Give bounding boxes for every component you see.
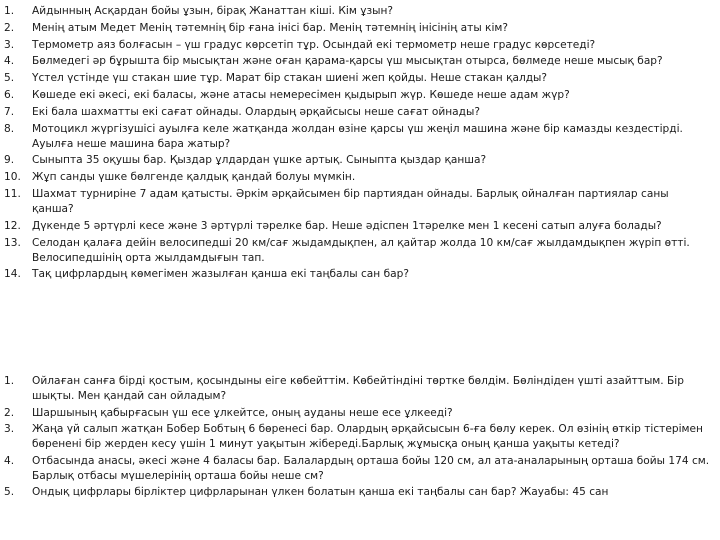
item-number: 3. — [4, 423, 15, 436]
item-number: 6. — [4, 88, 15, 101]
item-number: 4. — [4, 55, 15, 68]
list-item — [0, 422, 712, 452]
item-number: 13. — [4, 236, 21, 249]
item-text: Бөлмедегі әр бұрышта бір мысықтан және оған қарама-қарсы үш мысықтан отырса, бөлмеде неше мысық бар? — [32, 55, 663, 68]
list-item — [0, 485, 712, 500]
item-number: 7. — [4, 105, 15, 118]
list-item — [0, 153, 712, 168]
list-item — [0, 187, 712, 217]
item-number: 1. — [4, 375, 15, 387]
list-item — [0, 4, 712, 19]
item-text: Отбасында анасы, әкесі және 4 баласы бар. Балалардың орташа бойы 120 см, ал ата-аналарының орташа бойы 174 см. Барлық отбасы мүшелерінің орташа бойы неше см? — [32, 454, 710, 482]
item-text: Ондық цифрлары бірліктер цифрларынан үлкен болатын қанша екі таңбалы сан бар? Жауабы: 45 сан — [32, 486, 609, 499]
item-number: 2. — [4, 406, 15, 419]
item-number: 11. — [4, 187, 21, 200]
list-item — [0, 38, 712, 53]
list-item — [0, 406, 712, 421]
item-number: 2. — [4, 21, 15, 34]
list-item — [0, 454, 712, 484]
list-item — [0, 236, 712, 266]
item-text: Менің атым Медет Менің тәтемнің бір ғана інісі бар. Менің тәтемнің інісінің аты кім? — [32, 21, 509, 34]
item-number: 8. — [4, 122, 15, 135]
list-item — [0, 88, 712, 103]
item-number: 4. — [4, 454, 15, 467]
item-number: 14. — [4, 268, 21, 281]
item-text: Селодан қалаға дейін велосипедші 20 км/сағ жыдамдықпен, ал қайтар жолда 10 км/сағ жылдамдықпен жүріп өтті. Велосипедшінің орта жылдамдығын тап. — [32, 236, 690, 264]
list-item — [0, 71, 712, 86]
item-number: 5. — [4, 486, 15, 499]
item-text: Дүкенде 5 әртүрлі кесе және 3 әртүрлі тәрелке бар. Неше әдіспен 1тәрелке мен 1 кесені сатып алуға болады? — [32, 219, 662, 232]
list-item — [0, 122, 712, 152]
list-item — [0, 170, 712, 185]
item-number: 12. — [4, 219, 21, 232]
item-text: Ойлаған санға бірді қостым, қосындыны еіге көбейттім. Көбейтіндіні төртке бөлдім. Бөліндіден үшті азайттым. Бір шықты. Мен қандай сан ойладым? — [32, 375, 684, 402]
item-text: Шаршының қабырғасын үш есе ұлкейтсе, оның ауданы неше есе ұлкееді? — [32, 406, 453, 419]
item-text: Тақ цифрлардың көмегімен жазылған қанша екі таңбалы сан бар? — [32, 268, 409, 281]
list-item — [0, 105, 712, 120]
problem-list-1 — [0, 4, 712, 284]
problem-list-2 — [0, 374, 712, 502]
item-text: Мотоцикл жүргізушісі ауылға келе жатқанда жолдан өзіне қарсы үш жеңіл машина және бір камазды кездестірді. Ауылға неше машина бара жатыр? — [32, 122, 683, 150]
item-number: 1. — [4, 5, 15, 17]
item-number: 5. — [4, 72, 15, 85]
item-number: 3. — [4, 38, 15, 51]
item-text: Термометр аяз болғасын – үш градус көрсетіп тұр. Осындай екі термометр неше градус көрсетеді? — [32, 38, 596, 51]
item-text: Үстел үстінде үш стакан шие тұр. Марат бір стакан шиені жеп қойды. Неше стакан қалды? — [32, 72, 548, 85]
item-text: Жұп санды үшке бөлгенде қалдық қандай болуы мүмкін. — [32, 171, 356, 184]
list-item — [0, 21, 712, 36]
item-text: Айдынның Асқардан бойы ұзын, бірақ Жанаттан кіші. Кім ұзын? — [32, 5, 394, 17]
item-number: 10. — [4, 171, 21, 184]
list-item — [0, 54, 712, 69]
item-text: Сыныпта 35 оқушы бар. Қыздар ұлдардан үшке артық. Сыныпта қыздар қанша? — [32, 154, 487, 167]
item-number: 9. — [4, 154, 15, 167]
list-item — [0, 374, 712, 404]
list-item — [0, 219, 712, 234]
item-text: Екі бала шахматты екі сағат ойнады. Олардың әрқайсысы неше сағат ойнады? — [32, 105, 480, 118]
item-text: Жаңа үй салып жатқан Бобер Бобтың 6 бөренесі бар. Олардың әрқайсысын 6-ға бөлу керек. Ол өзінің өткір тістерімен бөренені бір жерден кесу үшін 1 минут уақытын жібереді.Барлық жұмысқа оның қанша уақыты кетеді? — [32, 423, 703, 451]
item-text: Шахмат турниріне 7 адам қатысты. Әркім әрқайсымен бір партиядан ойнады. Барлық ойналған партиялар саны қанша? — [32, 187, 669, 215]
item-text: Көшеде екі әкесі, екі баласы, және атасы немересімен қыдырып жүр. Көшеде неше адам жүр? — [32, 88, 570, 101]
list-item — [0, 267, 712, 282]
